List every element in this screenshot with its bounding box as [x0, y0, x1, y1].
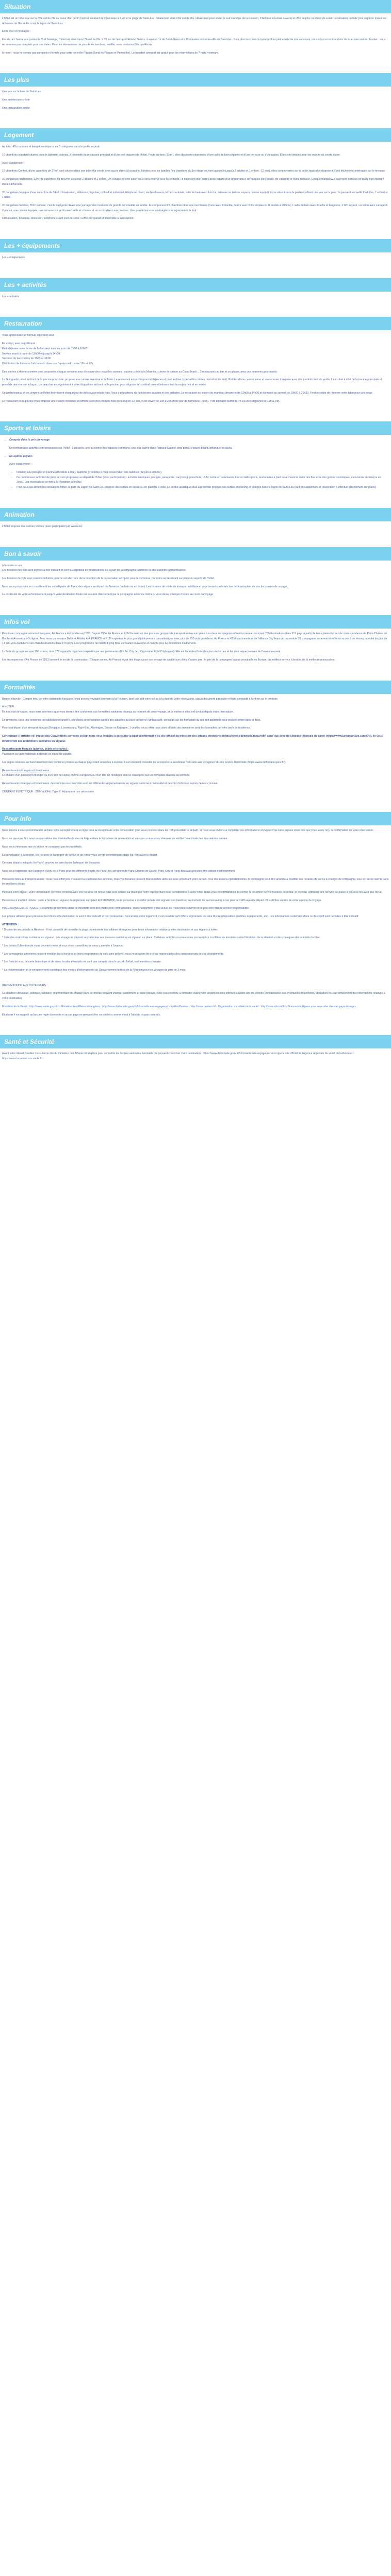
restauration-text: En option, avec supplément :	[2, 342, 37, 346]
formalites-text: Bonne nouvelle : Compte tenu de votre nationalité française, vous pouvez voyager librement à la Réunion, quel que soit votre vol ou à la date de votre réservation, aucun document particulier n'étant demandé à l'entrée sur le territoire.	[2, 697, 279, 701]
section-header-animation: Animation	[0, 508, 391, 521]
restauration-text: La Guinguette, situé au bord de la piscine principale, propose une cuisine inventive et raffinée. Le restaurant est ouvert pour le déjeuner et pour le dîner (spécialités créoles du midi et du soir). Profitez d'une cuisine saine et savoureuse, imaginée avec des produits frais du jardin. Il est situé à côté de la piscine principale et possède une vue sur le lagon. Un beau bar est également à votre disposition au bord de la piscine, pour déguster un cocktail ou une boisson fraîche en journée et en soirée.	[2, 378, 382, 387]
sports-section	[0, 438, 391, 490]
equipements-text: Les + équipements	[2, 256, 25, 260]
infos-vol-text: Principale compagnie aérienne française, Air France a été fondée en 1933. Depuis 2004, Air France et KLM forment un des premiers groupes de transport aérien européen. Les deux compagnies offrent un réseau couvrant 230 destinations dans 112 pays à partir de leurs plates-formes de correspondance de Paris-Charles de Gaulle et Amsterdam-Schiphol. Avec leurs partenaires Delta et Alitalia, AIR FRANCE et KLM exploitent le plus grand joint-venture transatlantique avec plus de 250 vols quotidiens. Air France et KLM sont membres de l'alliance SkyTeam qui rassemble 16 compagnies aériennes et offre un accès à un réseau mondial de plus de 14 700 vols quotidiens vers 998 destinations dans 173 pays. Leur programme de fidélité Flying Blue est leader en Europe et compte plus de 20 millions d'adhérents.	[2, 632, 387, 646]
sports-included-label: • Compris dans le prix du voyage	[9, 438, 389, 443]
restauration-text: Petit déjeuner sous forme de buffet servi tous les jours de 7h00 à 10h00.	[2, 347, 88, 350]
formalites-text: Ressortissants étrangers et binationaux :	[2, 769, 51, 772]
infos-vol-text: Les récompenses d'Air France en 2013 donnent le ton de la continuation. Chaque année, Air France reçoit des éloges pour son voyage de qualité aux côtés d'autres prix : le prix de la compagnie la plus ponctuelle en Europe, du meilleur service à bord et de la meilleure restauration.	[2, 658, 335, 662]
infos-voyageurs-links[interactable]: Ministère de la Santé : http://www.sante.gouv.fr/ - Ministère des Affaires étrangères : http://www.diplomatie.gouv.fr/fr/conseils-aux-voyageurs/ - Institut Pasteur : http://www.pasteur.fr/ - Organisation mondiale de la santé : http://www.who.int/fr/ - Documents légaux pour se rendre dans un pays étranger.	[2, 1005, 356, 1008]
pour-info-text: * Dossier de sécurité de la Réunion - Il est conseillé de consulter la page du ministère des affaires étrangères pour toute information relative à votre destination et aux régions à éviter.	[2, 928, 218, 931]
formalites-text: Passeport ou carte nationale d'identité en cours de validité.	[2, 753, 72, 756]
logement-section	[0, 145, 391, 222]
activites-text: Les + activités	[2, 295, 20, 298]
formalites-section	[0, 697, 391, 795]
sports-item: • Pour ceux qui aiment les sensations fortes, le parc du Lagon de Saint-Leu propose des sorties en kayak ou en planche à voile. Le centre aquatique situé à proximité propose ses sorties snorkeling et plongée dans le lagon de Saint-Leu (tarif en supplément et réservation à effectuer directement sur place).	[17, 485, 389, 490]
section-header-sante: Santé et Sécurité	[0, 1035, 391, 1048]
restauration-text: Distribution de boissons fraîches et crêpes sur l'après-midi : entre 15h et 17h.	[2, 362, 94, 365]
restauration-text: Des soirées à thème animées sont proposées chaque semaine pour découvrir des nouvelles saveurs : cuisine créole à la Marmite, cuisine de saison au Coco Beach... 2 restaurants au bar et un glacier, pour vos moments gourmands.	[2, 370, 278, 374]
section-header-pour-info: Pour info	[0, 812, 391, 825]
animation-section	[0, 524, 391, 530]
animation-text: L'hôtel propose des soirées créoles (avec participation) le weekend.	[2, 524, 83, 528]
logement-text: 20 bungalows familles, 55m² au total, c'est la catégorie idéale pour partager des moments de grande convivialité en famille. Ils comprennent 2 chambres dont une mezzanine (l'une avec lit double, l'autre avec 2 lits simples ou lit double à 200cm), 1 salle de bain avec douche et baignoire, 1 WC séparé, un salon avec canapé-lit 2 places, une cuisine équipée, une terrasse sur jardin avec table et chaises et un accès direct aux piscines. Une grande terrasse aménagée sont agrémentés le tout.	[2, 204, 388, 212]
bon-a-savoir-text: Informations voir :	[2, 564, 24, 567]
pour-info-text: La convocation à l'aéroport, les horaires et l'aéroport de départ et de retour vous seront communiqués dans les 48h avant le départ.	[2, 853, 158, 857]
section-header-situation: Situation	[0, 0, 391, 13]
section-header-formalites: Formalités	[0, 681, 391, 694]
activites-section	[0, 295, 391, 300]
pour-info-text: Nous vous rappelons que l'aéroport d'Orly est à Paris pour les différents trajets 'de Paris', les aéroports de Paris-Charles de Gaulle, Paris-Orly et Paris-Beauvais pouvant être utilisés indifféremment.	[2, 869, 236, 873]
formalites-text: Concernant l'Territoire et l'impact des Conventions sur votre séjour, nous vous invitons à consulter la page d'information du site officiel du ministère des affaires étrangères (https://www.diplomatie.gouv.fr/fr/) ainsi que celui de l'agence régionale de santé (https://www.lareunion.ars.sante.fr/), ils vous informeront des restrictions sanitaires en vigueur.	[2, 735, 383, 743]
sports-text: Avec supplément :	[9, 463, 31, 466]
infos-voyageurs-section	[0, 984, 391, 1018]
pour-info-text: PRÉCISIONS ESTHÉTIQUES : Les photos présentées dans ce descriptif sont des photos non contractuelles. Tout changement d'état actuel de l'hôtel peut survenir et ne peut être imputé à notre responsabilité.	[2, 907, 250, 910]
formalites-text: COURANT ELECTRIQUE : 220V à 50Hz. Type E. Adaptateur non nécessaire.	[2, 790, 95, 793]
formalites-text: Pour tout départ d'un aéroport français (Belgique, Luxembourg, Pays-Bas, Allemagne, Suisse ou Espagne...) veuillez vous référer aux sites officiels des ministères pour les formalités de votre pays de résidence.	[2, 726, 251, 730]
situation-text-2: Entre mer et montagne :	[2, 30, 31, 33]
pour-info-text: Personnes à mobilité réduite : suite à l'entrée en vigueur du règlement européen EU 1107/2006, toute personne à mobilité réduite doit signaler son handicap au moment de la réservation, et au plus tard 48h avant le départ. Plus d'infos auprès de votre agence de voyage.	[2, 899, 322, 902]
bon-a-savoir-text: Les horaires des vols sont donnés à titre indicatif et sont susceptibles de modifications de la part de la compagnie aérienne ou des autorités aéroportuaires.	[2, 569, 186, 572]
restauration-text: Un jardin tropical et les vergers de l'hôtel fournissent chaque jour de délicieux produits frais. Vous y dégusterez de délicieuses salades et des grillades. Le restaurant est ouvert du mardi au dimanche de 12h00 à 14h00 et du mardi au samedi de 19h00 à 21h30. Il est possible de réserver votre table pour vos repas.	[2, 391, 373, 395]
pour-info-text: Nous vous informons que ce séjour ne comprend pas les transferts.	[2, 845, 83, 849]
logement-text: Au total, 40 chambres et bungalows répartis en 3 catégories dans le jardin tropical.	[2, 145, 101, 149]
pour-info-text: * Les délais d'obtention de visas peuvent varier et nous vous conseillons de vous y prendre à l'avance.	[2, 944, 124, 947]
bon-a-savoir-text: Les horaires de vols vous seront confirmés, pour le vol aller, lors de la réception de la convocation aéroport, pour le vol retour, par notre représentant sur place ou auprès de l'hôtel.	[2, 577, 215, 580]
section-header-equipements: Les + équipements	[0, 239, 391, 252]
section-header-plus: Les plus	[0, 73, 391, 87]
bon-a-savoir-section	[0, 564, 391, 598]
sports-text: De nombreuses activités sont proposées sur l'hôtel : 2 piscines, une au centre des espaces communs, une plus calme dans l'espace Gabriel, ping-pong, croquet, billard, pétanque et sauna.	[9, 446, 233, 450]
section-header-logement: Logement	[0, 128, 391, 142]
pour-info-text: Certains départs indiqués 'de Paris' peuvent se faire depuis l'aéroport de Beauvais.	[2, 861, 101, 865]
logement-text: 20 bungalows tropique d'une superficie de 34m² (climatisation, télévision, frigo bar, coffre-fort individuel, téléphone direct, sèche-cheveux, kit de courtoisie, salle de bain avec douche, terrasse ou balcon, espace cuisine équipé), ils se situent dans le jardin et offrent une vue sur le parc. Ils peuvent accueillir 2 adultes, 1 enfant et 1 bébé.	[2, 191, 388, 199]
infos-voyageurs-title: INFORMATIONS AUX VOYAGEURS :	[2, 984, 48, 987]
pour-info-text: * Les frais de visa, de carte touristique et de taxes locales éventuels ne sont pas compris dans le prix du forfait, sauf mention contraire.	[2, 960, 162, 964]
section-header-sports: Sports et loisirs	[0, 421, 391, 435]
sports-item: • Initiation à la plongée en piscine (d'octobre à mai), baptême (d'octobre à mai), observation des baleines (de juin à octobre).	[17, 470, 389, 476]
formalites-text: Ressortissants étrangers et binationaux, devront être en conformité avec les différentes règlementations en vigueur selon leur nationalité et devront s'informer auprès de leur consulat.	[2, 782, 219, 785]
section-header-restauration: Restauration	[0, 317, 391, 330]
pour-info-text: ATTENTION :	[2, 923, 19, 926]
situation-section	[0, 16, 391, 56]
section-header-bon-a-savoir: Bon à savoir	[0, 547, 391, 561]
restauration-section	[0, 333, 391, 404]
pour-info-text: * Liste des restrictions sanitaires en vigueur : Les voyageurs devront se conformer aux mesures sanitaires en vigueur sur place. Certaines activités ou excursions pourront être modifiées ou annulées selon l'évolution de la situation et des consignes des autorités locales.	[2, 936, 320, 940]
infos-voyageurs-text: La situation climatique, politique, sanitaire, réglementaire de chaque pays de monde pouvant changer subitement et sans préavis, nous vous invitons à consulter avant votre départ les sites internet suivants afin de prendre connaissance des éventuelles restrictions, obligations ou tout simplement des informations relatives à votre destination.	[2, 992, 385, 1001]
equipements-section	[0, 256, 391, 261]
situation-text-3: Escale de charme aux portes du Sud Sauvage, l'hôtel est situé dans l'Ouest de l'île, à 70 km de l'aéroport Roland Garros, à environ 1h de Saint-Pierre et à 15 minutes du centre-ville de Saint-Leu. Pour plus de confort et pour profiter pleinement de vos vacances, nous vous recommandons de louer une voiture. À noter : nous ne sommes pas complets pour ces dates. Pour les réservations de plus de 4 chambres, veuillez nous contacter (Europe-Euro).	[2, 38, 386, 46]
restauration-text: Vous apprécierez un formule logement seul.	[2, 334, 55, 337]
page	[0, 0, 391, 1062]
logement-text: 16 chambres standard situées dans le bâtiment colonial, à proximité du restaurant principal et d'une des piscines de l'hôtel. Petite surface (17m²), elles disposent néanmoins d'une salle de bain séparée et d'une terrasse ou d'un balcon. Elles sont idéales pour les séjours de courte durée.	[2, 154, 341, 157]
formalites-text: A NOTER :	[2, 705, 15, 709]
pour-info-section	[0, 828, 391, 973]
restauration-text: Service snack à partir de 12h00 et jusqu'à 14h00.	[2, 352, 61, 355]
logement-text: Avec supplément :	[2, 161, 24, 165]
pour-info-text: Précisions liées au transport aérien : nous nous efforçons d'assurer la continuité des services, mais vos horaires peuvent être modifiés dans les jours précédant votre départ. Pour des raisons opérationnelles, la compagnie peut être amenée à modifier ses horaires de vol ou à changer de compagnie, vous en serez avertis dans les meilleurs délais.	[2, 877, 389, 886]
plus-item: Une restauration variée	[2, 106, 30, 110]
formalites-text: Ressortissants français (adultes, bébés et enfants) :	[2, 748, 69, 751]
infos-vol-text: La flotte du groupe compte 566 avions, dont 173 appareils régionaux exploités par ses partenaires (Brit Air, City Jet, Régional et KLM Cityhopper). Elle est l'une des flottes les plus modernes et les plus respectueuses de l'environnement.	[2, 650, 281, 654]
pour-info-text: Pendant votre séjour : votre convocation (dernière version) avec vos horaires de retour vous sera remise sur place par notre représentant local ou transmise à votre hôtel. Nous vous recommandons de vérifier la réception de vos horaires de retour, et de nous contacter dès l'arrivée sur place si vous ne les avez pas reçus.	[2, 891, 382, 894]
section-header-infos-vol: Infos vol	[0, 615, 391, 629]
infos-voyageurs-text: Étudiants il est rappelé qu'aucune règle du monde ni aucun pays ne peuvent être considérés comme étant à l'abri de risques naturels.	[2, 1013, 161, 1016]
formalites-text: En tout état de cause, nous vous informons que vous devrez être conformes aux formalités sanitaires du pays au moment de votre voyage, et ce même si elles ont évolué depuis votre réservation.	[2, 710, 234, 714]
sports-option-label: • En option, payant :	[9, 454, 389, 460]
sante-section	[0, 1052, 391, 1061]
plus-item: Une vue sur la baie de Saint-Leu	[2, 90, 41, 94]
pour-info-text: * Les compagnies aériennes peuvent modifier leurs horaires et leurs programmes de vols sans préavis, nous ne pouvons être tenus responsables des conséquences de ces changements.	[2, 952, 224, 956]
logement-text: 16 chambres Confort, d'une superficie de 27m², sont situées dans une jolie villa créole avec accès direct à la piscine. Idéales pour les familles (les chambres du 1er étage peuvent accueillir jusqu'à 2 adultes et 1 enfant : 12 ans), elles sont ouvertes sur le jardin tropical et disposent d'une kitchenette aménagée sur le terrasse.	[2, 170, 386, 173]
logement-text: Climatisation, bouilloire, télévision, téléphone et wifi sont de série. Coffre-fort gratuit et disponible à la réception.	[2, 217, 134, 221]
restauration-text: Services du bar continu de 7h00 à 19h00.	[2, 357, 52, 361]
restauration-text: Le restaurant de la piscine vous propose une cuisine inventive et raffinée avec des produits frais de la région. Le soir, il est ouvert de 19h à 22h (hors jour de fermeture : lundi). Petit déjeuner buffet de 7h à 10h et déjeuner de 12h à 14h.	[2, 399, 280, 403]
plus-item: Une architecture créole	[2, 98, 30, 101]
logement-text: 20 bungalows kitchenette, 32m² de superficie. Ils peuvent accueillir 2 adultes et 1 enfant. Un canapé en coin salon vous sera réservé pour les enfants. Ils disposent d'un coin cuisine équipé d'un réfrigérateur, de plaques électriques, de vaisselle et d'une terrasse. Chaque bungalow a sa propre terrasse de plain-pied équipée d'une kitchenette.	[2, 178, 384, 186]
pour-info-text: Nous ne pouvons être tenus responsables des éventuelles fautes de frappe dans le formulaire de réservation et vous recommandons vivement de vérifier l'exactitude des informations saisies.	[2, 837, 228, 841]
bon-a-savoir-text: Nous vous proposons en complément les vols départs de Paris, des séjours au départ de Province (en train ou en avion). Les horaires de mode de transport additionnel vous seront confirmés lors de la réception de vos documents de voyage.	[2, 585, 288, 588]
bon-a-savoir-text: La continuité de votre acheminement jusqu'à votre destination finale est assurée directement par la compagnie aérienne même si vous devez changer d'avion au cours du voyage.	[2, 593, 214, 597]
formalites-text: En revanche, pour une personne de nationalité étrangère, elle devra se renseigner auprès des autorités du pays concerné (ambassade, consulat) sur les formalités qu'elle doit accomplir pour pouvoir entrer dans le pays.	[2, 718, 262, 722]
situation-text-4: À noter : nous ne serons pas complets ni fermés pour cette nouvelle Pâques (lundi de Pâques et Pentecôte). Le transfert aéroport est gratuit pour les réservations de 7 nuits minimum.	[2, 51, 219, 55]
pour-info-text: Nous tenons à vous recommander de faire votre enregistrement en ligne pour la réception de votre convocation (que vous recevrez dans les 72h précédant le départ), et nous vous invitons à compléter vos informations voyageurs via notre espace client dès que vous aurez reçu la confirmation de votre réservation.	[2, 829, 374, 833]
section-header-activites: Les + activités	[0, 278, 391, 292]
sports-item: • De nombreuses activités de plein air sont proposées au départ de l'hôtel (avec participation) : activités nautiques, plongée, parapente, canyoning, parachute, ULM, sortie en catamaran, tour en hélicoptère, randonnées à pied ou à cheval et visite des îles avec des guides touristiques, excursions en 4x4 (ou en Jeep). Les réservations se font à la réception de l'hôtel.	[17, 476, 389, 485]
pour-info-text: Les photos utilisées pour présenter les hôtels et la destination le sont à titre indicatif et non contractuel. Concernant votre logement, il est possible qu'il diffère légèrement de celui illustré (disposition, mobilier, équipements, etc). Les informations contenues dans ce descriptif sont données à titre indicatif.	[2, 915, 359, 919]
pour-info-text: * La réglementation et le comportement touristique des modes d'hébergement au Gouvernement fédéral de la Réunion pour les voyages de plus de 3 mois.	[2, 969, 186, 972]
infos-vol-section	[0, 632, 391, 663]
plus-section	[0, 90, 391, 111]
situation-text-1: L'hôtel est un hôtel vrai sur la côte est de l'Ile au coeur d'un jardin tropical luxuriant de 2 hectares à 2 km et le plage de Saint-Leu. Idéalement situé côté est de l'île, idéalement pour visiter le sud sauvage de la Réunion. Il fait face à la baie ouverte et offre de jolis couchers de soleil. Localisation parfaite pour explorer toutes les richesses de l'île et découvrir le lagon de Saint-Leu.	[2, 17, 386, 25]
sante-text: Avant votre départ, veuillez consulter le site du ministère des Affaires étrangères pour connaître les risques sanitaires éventuels qui peuvent concerner votre destination : https://www.diplomatie.gouv.fr/fr/conseils-aux-voyageurs/ ainsi que le site officiel de l'Agence régionale de santé de la Réunion : https://www.lareunion.ars.sante.fr/	[2, 1052, 354, 1060]
formalites-text: Les règles relatives au franchissement des frontières propres à chaque pays étant amenées à évoluer, il est vivement conseillé de se reporter à la rubrique 'Conseils aux voyageurs' du site France Diplomatie (https://www.diplomatie.gouv.fr/).	[2, 760, 286, 764]
formalites-text: Le titulaire d'un passeport étranger ou d'un titre de séjour (même européen) ou d'un titre de résidence doit se renseigner sur les formalités d'accès au territoire.	[2, 774, 190, 777]
